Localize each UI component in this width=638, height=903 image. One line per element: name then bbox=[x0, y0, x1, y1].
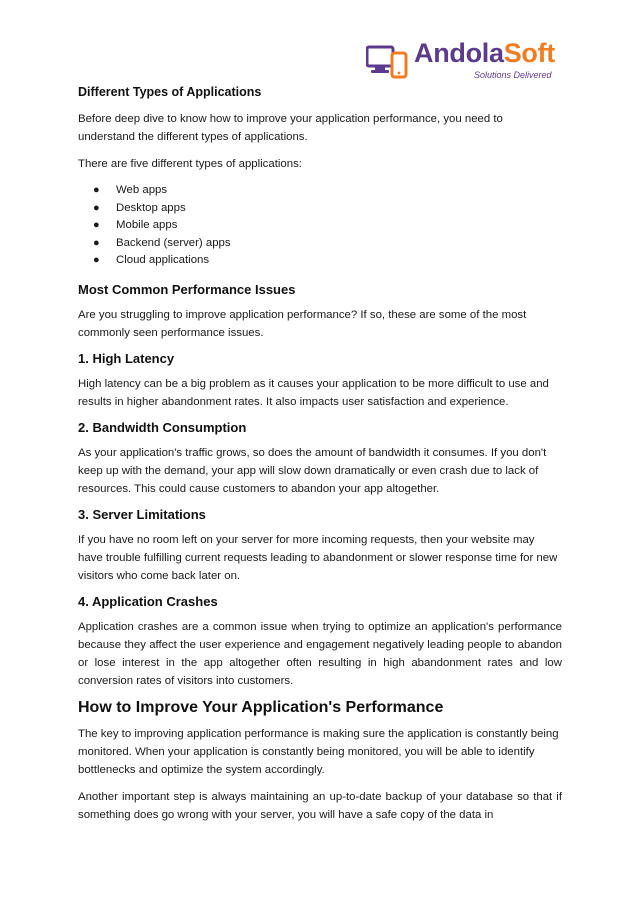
heading-bandwidth: 2. Bandwidth Consumption bbox=[78, 419, 247, 435]
list-item: ● Desktop apps bbox=[93, 201, 186, 214]
brand-name: AndolaSoft bbox=[414, 38, 555, 68]
bandwidth-body: As your application's traffic grows, so does the amount of bandwidth it consumes. If you don't keep up with the demand, your app will slow down dramatically or even crash due to lack of resources. This could cause customers to abandon your app altogether. bbox=[78, 446, 547, 495]
issues-intro: Are you struggling to improve application performance? If so, these are some of the most commonly seen performance issues. bbox=[78, 308, 527, 339]
crashes-body: Application crashes are a common issue when trying to optimize an application's performance because they affect the user experience and engagement negatively leading people to abandon or lose interest in the app altogether often resulting in high abandonment rates and low conversion rates of visitors into customers. bbox=[78, 620, 562, 687]
improve-body-2: Another important step is always maintaining an up-to-date backup of your database so that if something does go wrong with your server, you will have a safe copy of the data in bbox=[78, 790, 562, 821]
brand-tagline: Solutions Delivered bbox=[474, 70, 552, 80]
types-intro: Before deep dive to know how to improve your application performance, you need to understand the different types of applications. bbox=[78, 113, 503, 143]
devices-logo-icon bbox=[366, 44, 408, 80]
heading-types: Different Types of Applications bbox=[78, 85, 262, 99]
improve-body-1: The key to improving application performance is making sure the application is constantly being monitored. When your application is constantly being monitored, you will be able to identify bottlenecks and optimize the system accordingly. bbox=[78, 727, 559, 776]
heading-server: 3. Server Limitations bbox=[78, 506, 206, 522]
server-body: If you have no room left on your server for more incoming requests, then your website may have trouble fulfilling current requests leading to abandonment or slower response time for new visitors who come back later on. bbox=[78, 533, 558, 582]
latency-body: High latency can be a big problem as it causes your application to be more difficult to use and results in higher abandonment rates. It also impacts user satisfaction and experience. bbox=[78, 377, 549, 408]
heading-crashes: 4. Application Crashes bbox=[78, 593, 218, 609]
document-body bbox=[78, 85, 562, 833]
list-item: ● Backend (server) apps bbox=[93, 236, 231, 249]
types-list bbox=[78, 182, 562, 270]
heading-issues: Most Common Performance Issues bbox=[78, 281, 296, 297]
list-item: ● Cloud applications bbox=[93, 254, 210, 266]
list-item: ● Mobile apps bbox=[93, 219, 178, 231]
heading-improve: How to Improve Your Application's Performance bbox=[78, 698, 444, 716]
heading-latency: 1. High Latency bbox=[78, 350, 175, 366]
types-lead: There are five different types of applications: bbox=[78, 158, 302, 170]
list-item: ● Web apps bbox=[93, 184, 168, 196]
brand-logo bbox=[366, 38, 566, 84]
